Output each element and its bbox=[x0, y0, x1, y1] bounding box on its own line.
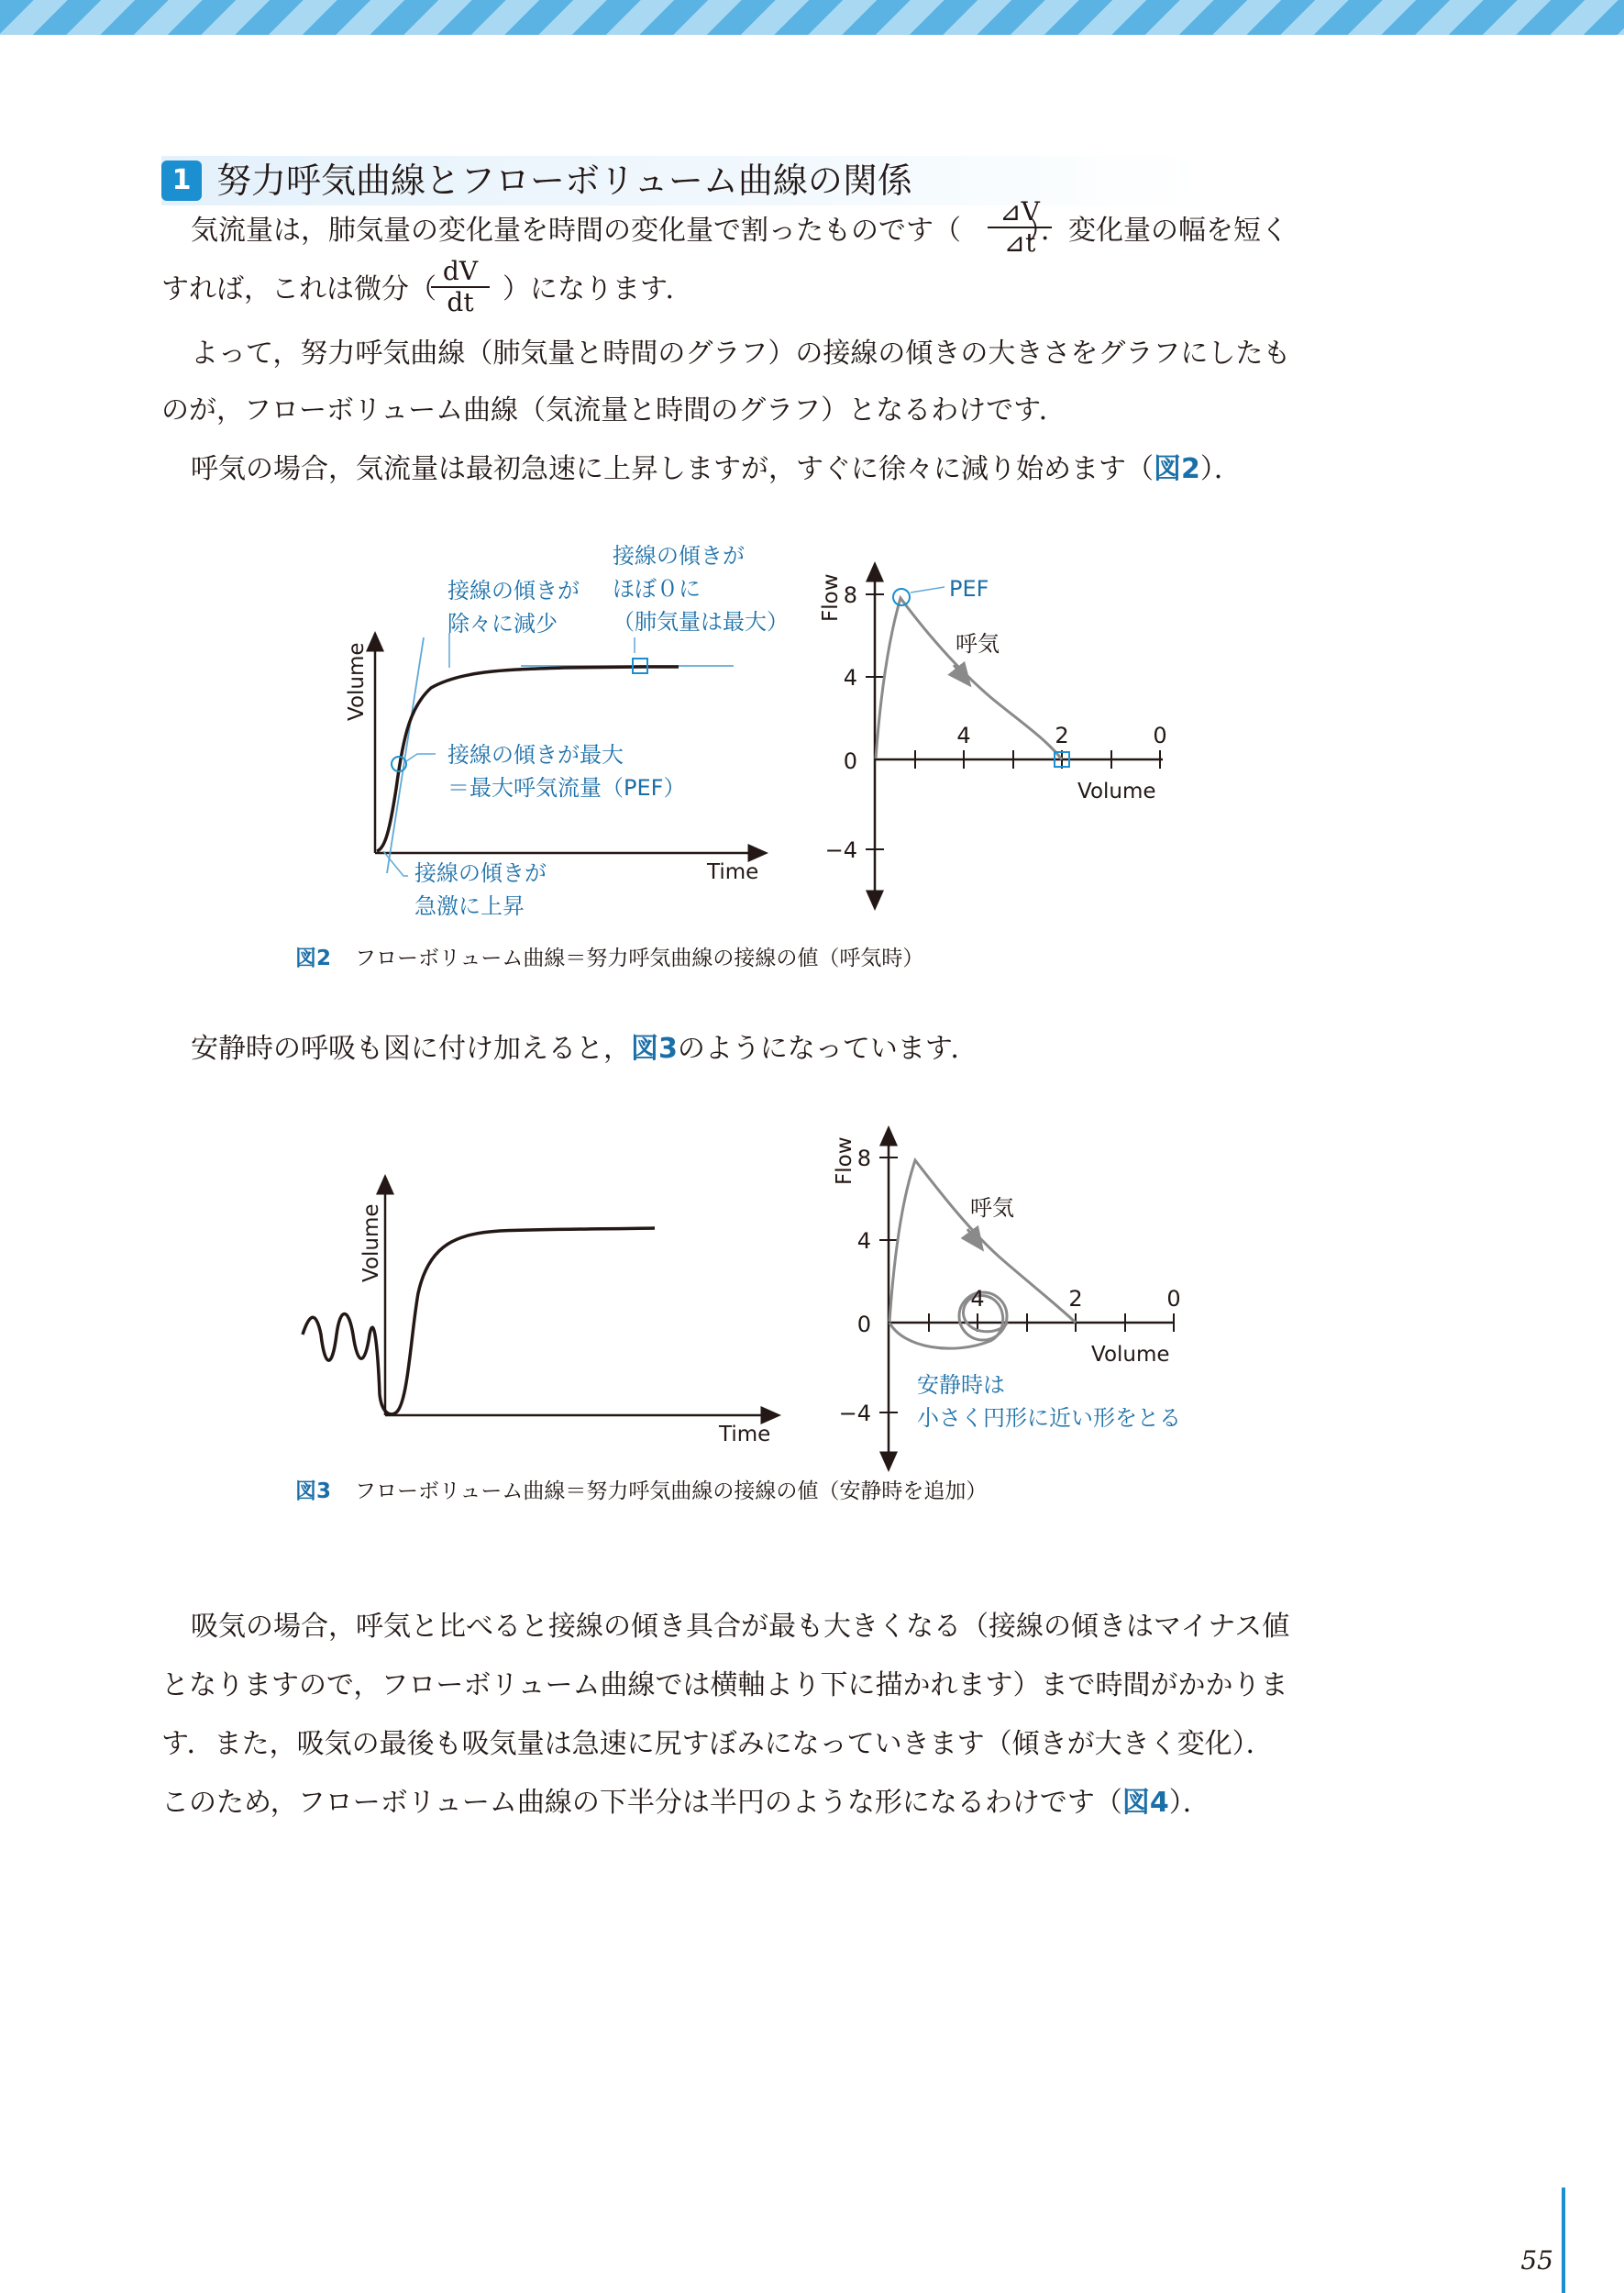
para3-text-b: ）． bbox=[1199, 453, 1242, 485]
fig3-exp-label: 呼気 bbox=[970, 1195, 1014, 1221]
fig2-note-rise-2: 急激に上昇 bbox=[414, 893, 525, 919]
para4-line bbox=[191, 1031, 978, 1068]
fig2-steep-tangent-line bbox=[387, 637, 424, 873]
fig2-xtick-2: 2 bbox=[1055, 723, 1069, 748]
fig3-left-ylabel: Volume bbox=[359, 1203, 383, 1282]
fraction2-numerator: dV bbox=[431, 257, 490, 288]
page-number-rule bbox=[1562, 2188, 1565, 2293]
fig2-flow-volume-chart bbox=[819, 570, 1167, 902]
figure-ref-3[interactable]: 図3 bbox=[631, 1033, 678, 1065]
fig3-xtick-2: 2 bbox=[1068, 1286, 1083, 1312]
para5-line4 bbox=[161, 1785, 1210, 1822]
fig3-left-xlabel: Time bbox=[719, 1423, 771, 1446]
fig3-right-ylabel: Flow bbox=[833, 1136, 856, 1185]
fig2-pef-label: PEF bbox=[949, 576, 989, 602]
fig2-xtick-0: 0 bbox=[1153, 723, 1167, 748]
fig2-caption-number: 図2 bbox=[295, 947, 332, 970]
para2-line2: のが，フローボリューム曲線（気流量と時間のグラフ）となるわけです． bbox=[161, 394, 1066, 426]
para5-line3: す．また，吸気の最後も吸気量は急速に尻すぼみになっていきます（傾きが大きく変化）． bbox=[161, 1728, 1274, 1760]
fig2-forced-expiration-chart bbox=[345, 543, 789, 919]
fig3-ytick-4: 4 bbox=[856, 1228, 871, 1254]
fig3-rest-note-1: 安静時は bbox=[917, 1372, 1005, 1398]
fig2-xtick-4: 4 bbox=[956, 723, 971, 748]
para4-text-a: 安静時の呼吸も図に付け加えると， bbox=[191, 1033, 631, 1065]
fig2-note-max-leader bbox=[406, 754, 436, 761]
figure-ref-2[interactable]: 図2 bbox=[1154, 453, 1200, 485]
fig3-caption bbox=[295, 1474, 987, 1504]
section-number-badge: 1 bbox=[161, 161, 202, 201]
fraction1-numerator: ⊿V bbox=[988, 197, 1052, 228]
para3-text-a: 呼気の場合，気流量は最初急速に上昇しますが，すぐに徐々に減り始めます（ bbox=[191, 453, 1154, 485]
fig2-caption bbox=[295, 941, 923, 971]
fig2-note-rise-1: 接線の傾きが bbox=[414, 860, 547, 886]
fig2-pef-leader bbox=[911, 587, 945, 593]
fig3-xtick-4: 4 bbox=[970, 1286, 985, 1312]
figure-ref-4[interactable]: 図4 bbox=[1121, 1787, 1169, 1819]
para1-line2-text-b: ）になります． bbox=[503, 273, 693, 305]
para2-line1: よって，努力呼気曲線（肺気量と時間のグラフ）の接線の傾きの大きさをグラフにしたも bbox=[191, 338, 1291, 370]
fig2-ytick-0: 0 bbox=[843, 748, 857, 774]
fig3-xtick-0: 0 bbox=[1166, 1286, 1181, 1312]
para5-line4-text-a: このため，フローボリューム曲線の下半分は半円のような形になるわけです（ bbox=[161, 1787, 1122, 1819]
fig2-right-ticks bbox=[866, 594, 1160, 849]
fig3-ytick-neg4: −4 bbox=[838, 1401, 871, 1426]
fig3-right-xlabel: Volume bbox=[1091, 1343, 1170, 1367]
fig2-ytick-neg4: −4 bbox=[824, 837, 857, 863]
fraction2-denominator: dt bbox=[447, 287, 474, 317]
para5-line4-text-b: ）． bbox=[1168, 1787, 1210, 1819]
para5-line1: 吸気の場合，呼気と比べると接線の傾き具合が最も大きくなる（接線の傾きはマイナス値 bbox=[191, 1611, 1290, 1643]
fig3-breathing-curve bbox=[303, 1228, 655, 1414]
fig2-left-ylabel: Volume bbox=[345, 642, 369, 721]
para5-line2: となりますので，フローボリューム曲線では横軸より下に描かれます）まで時間がかかりま bbox=[161, 1669, 1288, 1701]
fig2-note-flat-3: （肺気量は最大） bbox=[613, 609, 789, 635]
fig2-note-top-1: 接線の傾きが bbox=[447, 578, 580, 604]
fig2-exp-label: 呼気 bbox=[956, 631, 1000, 657]
section-title: 努力呼気曲線とフローボリューム曲線の関係 bbox=[216, 161, 912, 201]
para4-text-b: のようになっています． bbox=[677, 1033, 978, 1065]
fig2-left-xlabel: Time bbox=[707, 860, 759, 884]
fig3-ytick-8: 8 bbox=[856, 1146, 871, 1171]
fig2-note-max-1: 接線の傾きが最大 bbox=[447, 742, 624, 768]
fig3-ytick-0: 0 bbox=[856, 1312, 871, 1337]
fig2-right-xlabel: Volume bbox=[1077, 780, 1156, 803]
para1-line1-text-a: 気流量は，肺気量の変化量を時間の変化量で割ったものです（ bbox=[191, 215, 961, 247]
fig2-ytick-8: 8 bbox=[843, 582, 857, 608]
fig3-flow-volume-chart bbox=[833, 1135, 1181, 1463]
fig3-caption-number: 図3 bbox=[295, 1479, 332, 1503]
para1-line2-text-a: すれば，これは微分（ bbox=[161, 273, 436, 305]
para1-line1-text-b: ）．変化量の幅を短く bbox=[1027, 215, 1288, 247]
fig3-rest-note-2: 小さく円形に近い形をとる bbox=[917, 1405, 1181, 1431]
fig3-volume-time-chart bbox=[303, 1183, 772, 1446]
fig2-ytick-4: 4 bbox=[843, 665, 857, 691]
fig2-note-max-2: ＝最大呼気流量（PEF） bbox=[447, 775, 686, 801]
fig2-note-flat-1: 接線の傾きが bbox=[613, 543, 745, 569]
fig2-caption-text: フローボリューム曲線＝努力呼気曲線の接線の値（呼気時） bbox=[355, 947, 924, 970]
page-number: 55 bbox=[1520, 2245, 1553, 2276]
fig2-note-flat-2: ほぼ０に bbox=[613, 576, 701, 602]
fraction1-denominator: ⊿t bbox=[1003, 227, 1036, 258]
fig2-right-ylabel: Flow bbox=[819, 573, 843, 622]
fig2-note-top-2: 除々に減少 bbox=[447, 611, 558, 637]
fig3-caption-text: フローボリューム曲線＝努力呼気曲線の接線の値（安静時を追加） bbox=[355, 1479, 988, 1503]
